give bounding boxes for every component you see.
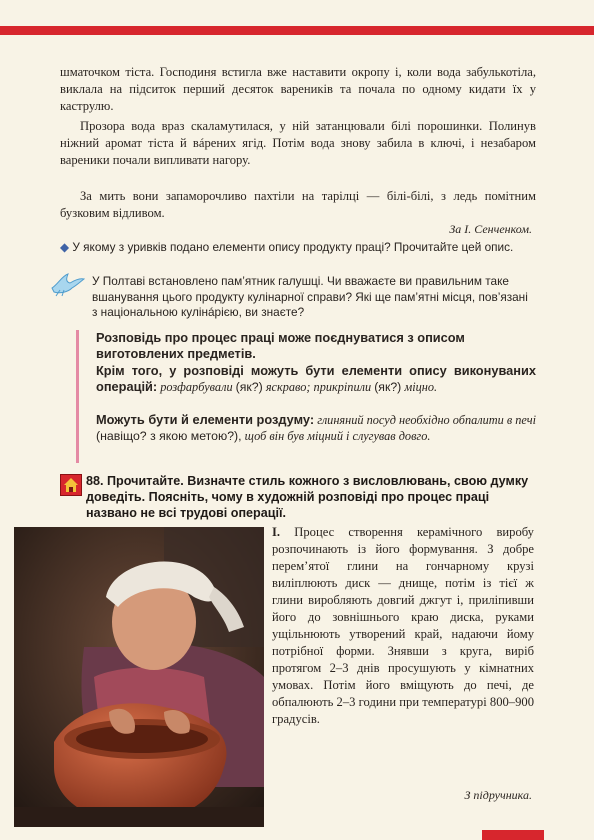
question-1-text: У якому з уривків подано елементи опису продукту праці? Прочитайте цей опис. <box>72 240 514 254</box>
dove-icon <box>50 270 86 298</box>
rule-accent-line <box>76 330 79 463</box>
rule-3: Можуть бути й елементи роздуму: глиняний посуд необхідно обпалити в печі (навіщо? з якою метою?), щоб він був міцний і слугував довго. <box>96 412 537 443</box>
rule-2: Крім того, у розповіді можуть бути елементи опису виконуваних операцій: розфарбували (як?) яскраво; прикріпили (як?) міцно. <box>96 363 536 394</box>
author-credit-1: За І. Сенченком. <box>449 222 532 236</box>
diamond-bullet-icon: ◆ <box>60 240 70 254</box>
potter-woman-photo <box>14 527 264 827</box>
page-corner-tab <box>482 830 544 840</box>
author-credit-2: З підручника. <box>464 788 532 802</box>
paragraph-2: Прозора вода враз скаламутилася, у ній затанцювали білі порошинки. Полинув ніжний аромат тіста й вáрених ягід. Потім вода знову забила в ключі, і незабаром вареники почали випливати нагору. <box>60 119 536 167</box>
exercise-88-title: 88. Прочитайте. Визначте стиль кожного з висловлювань, свою думку доведіть. Поясніть, чому в художній розповіді про процес праці названо не всі трудові операції. <box>86 474 529 520</box>
rule-1: Розповідь про процес праці може поєднуватися з описом виготовлених предметів. <box>96 330 465 361</box>
top-red-bar <box>0 26 594 35</box>
house-arrow-icon <box>60 474 82 496</box>
text-1: I. Процес створення керамічного виробу розпочинають із його формування. З добре перем’ятої глини на гончарному крузі виліплюють диск — днище, потім із тієї ж глини виробляють довгий джгут і, приліпивши його до зовнішнього краю диска, руками ущільнюють утворений край, надаючи йому потрібної форми. Знявши з круга, виріб протягом 2–3 днів просушують у кімнатних умовах. Потім його вміщують до печі, де обпалюють 2–3 години при температурі 800–900 градусів. <box>272 525 534 726</box>
paragraph-3: За мить вони запаморочливо пахтіли на тарілці — білі-білі, з ледь помітним бузковим відливом. <box>60 189 536 220</box>
question-1 <box>60 240 536 256</box>
question-2: У Полтаві встановлено пам’ятник галушці. Чи вважаєте ви правильним таке вшанування цього продукту кулінарної справи? Які ще пам’ятні місця, пов’язані з національною кулінáрією, ви знаєте? <box>92 274 528 319</box>
paragraph-1: шматочком тіста. Господиня встигла вже наставити окропу і, коли вода забулькотіла, виклала на підситок перший десяток вареників та почала по одному кидати їх у каструлю. <box>60 65 536 113</box>
